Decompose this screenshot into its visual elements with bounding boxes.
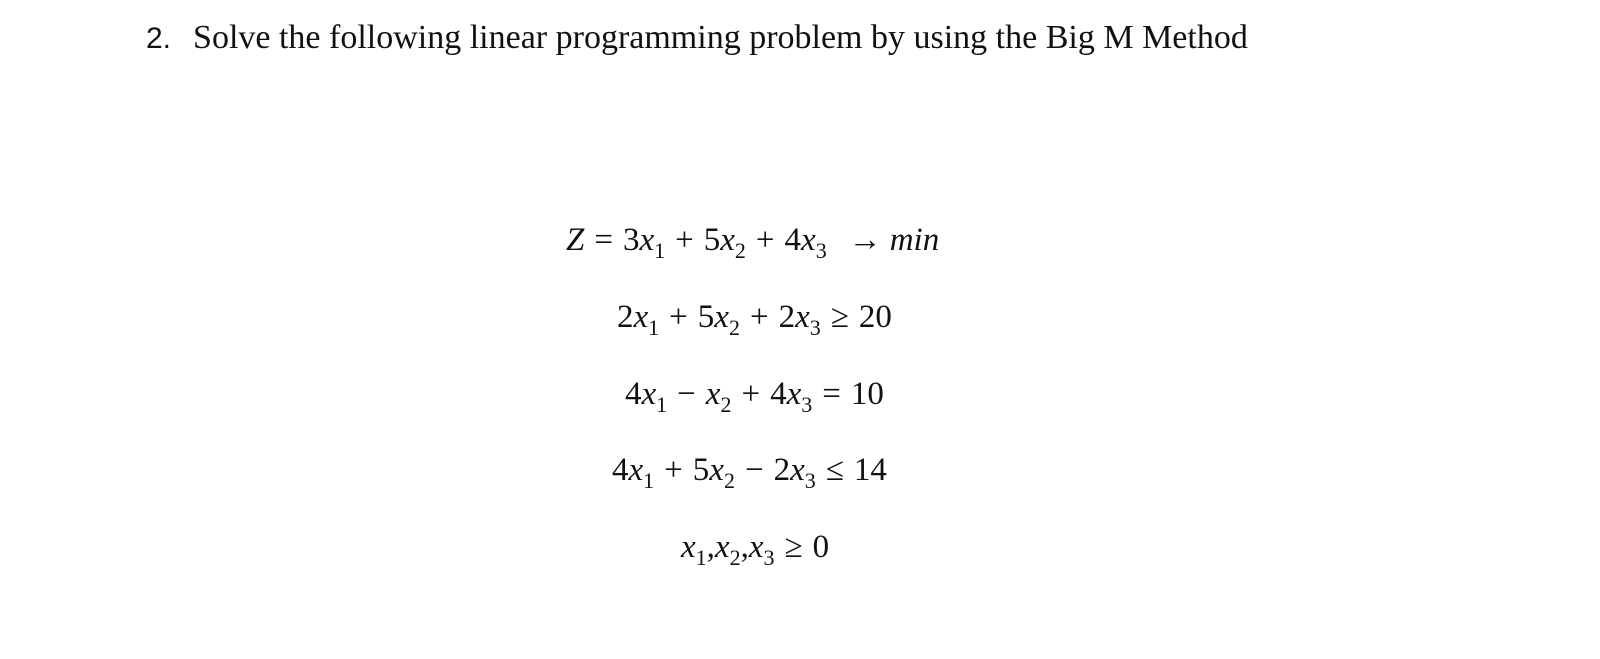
subscript: 2 [723,468,735,493]
coefficient: 5 [692,452,710,488]
coefficient: 4 [770,376,787,412]
subscript: 3 [815,238,827,263]
constraint-2 [625,376,884,417]
variable: x [709,452,724,488]
optimization-goal: min [889,222,940,258]
coefficient: 2 [617,299,634,335]
variable: x [714,529,730,565]
equals-sign: = [594,222,613,258]
subscript: 1 [654,238,666,263]
objective-function [566,222,940,263]
variable: x [795,299,810,335]
operator: − [744,452,764,488]
operator: + [669,299,688,335]
right-hand-side: 20 [858,299,892,335]
variable: x [801,222,816,258]
constraint-3 [612,452,887,493]
variable: x [628,452,644,488]
coefficient: 5 [703,222,721,258]
variable: x [748,529,764,565]
operator: + [675,222,694,258]
coefficient: 4 [625,376,642,412]
relation-sign: ≥ [784,529,803,565]
subscript: 3 [804,468,816,493]
subscript: 3 [763,545,775,570]
coefficient: 2 [773,452,791,488]
operator: + [749,299,769,335]
subscript: 2 [729,545,741,570]
variable: x [641,376,657,412]
subscript: 2 [734,238,746,263]
operator: + [664,452,683,488]
relation-sign: ≥ [830,299,849,335]
arrow-icon: → [848,222,882,258]
separator: , [706,529,715,565]
variable: x [633,299,649,335]
variable: x [790,452,805,488]
right-hand-side: 0 [812,529,830,565]
coefficient: 3 [622,222,640,258]
coefficient: 4 [784,222,802,258]
constraint-1 [617,299,892,340]
variable: x [705,376,721,412]
operator: + [755,222,775,258]
subscript: 3 [809,315,821,340]
objective-variable: Z [566,222,585,258]
problem-instruction: Solve the following linear programming problem by using the Big M Method [193,19,1248,56]
subscript: 1 [648,315,660,340]
subscript: 1 [643,468,655,493]
subscript: 1 [695,545,707,570]
relation-sign: = [822,376,841,412]
relation-sign: ≤ [825,452,844,488]
variable: x [720,222,735,258]
coefficient: 2 [778,299,796,335]
subscript: 1 [656,392,668,417]
operator: + [741,376,761,412]
subscript: 2 [720,392,732,417]
separator: , [740,529,749,565]
variable: x [714,299,729,335]
right-hand-side: 14 [853,452,887,488]
subscript: 2 [728,315,740,340]
problem-heading [146,19,1248,56]
subscript: 3 [801,392,813,417]
coefficient: 5 [697,299,715,335]
problem-number: 2. [146,22,172,55]
non-negativity-constraint [681,529,830,570]
right-hand-side: 10 [850,376,884,412]
operator: − [677,376,696,412]
coefficient: 4 [612,452,629,488]
variable: x [639,222,655,258]
variable: x [681,529,696,565]
variable: x [786,376,802,412]
